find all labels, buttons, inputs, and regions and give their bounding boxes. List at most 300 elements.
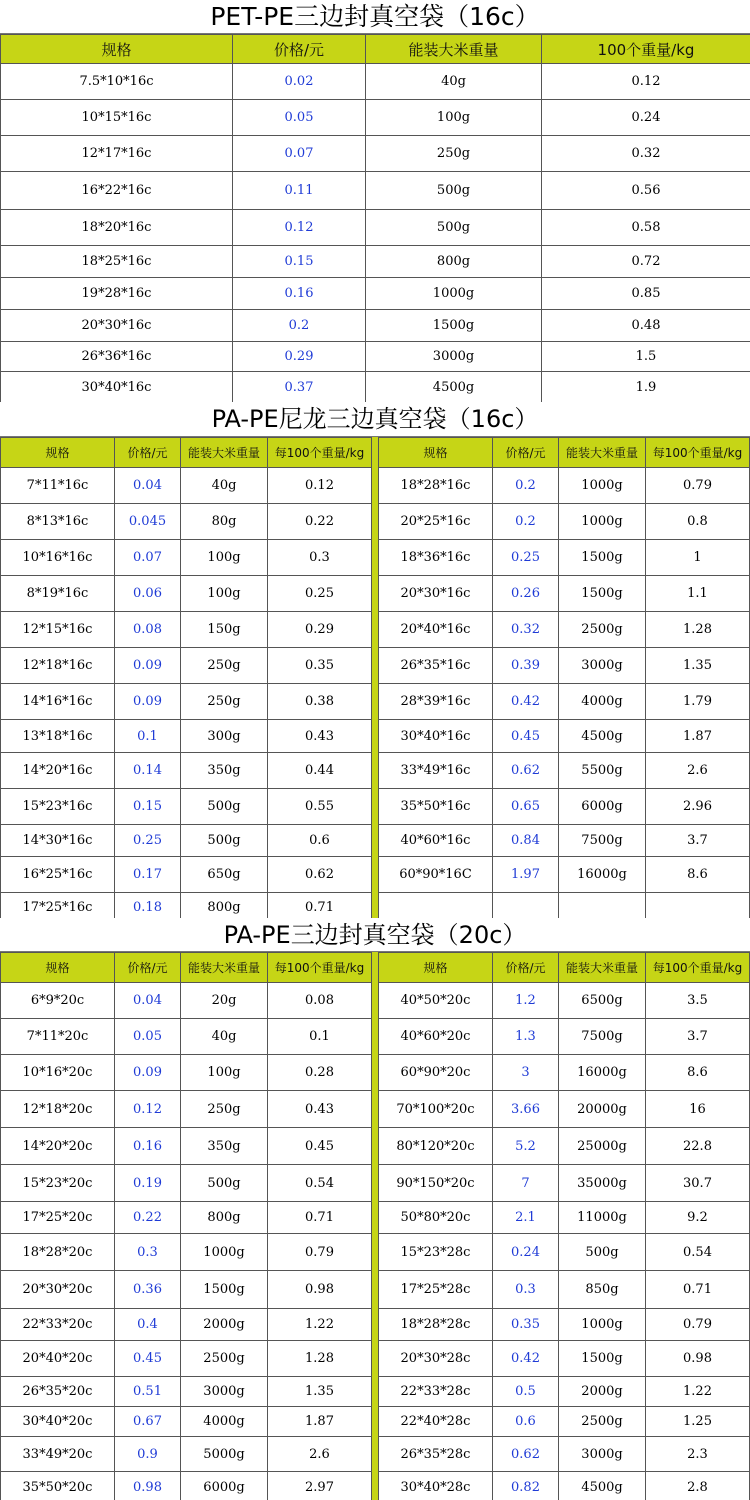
table-row [1, 1202, 372, 1234]
cell-weight-per-100: 0.29 [268, 612, 372, 648]
table-row [1, 1091, 372, 1128]
cell-rice-capacity: 100g [181, 576, 268, 612]
nylon-right-table [378, 437, 750, 922]
cell-weight-per-100: 0.48 [542, 310, 750, 342]
header-weight-per-100: 100个重量/kg [542, 35, 750, 64]
table-row [379, 789, 750, 825]
cell-spec: 22*33*28c [379, 1377, 493, 1407]
cell-rice-capacity: 1000g [559, 504, 646, 540]
cell-rice-capacity: 800g [181, 1202, 268, 1234]
cell-spec: 35*50*20c [1, 1472, 115, 1500]
cell-spec: 20*30*28c [379, 1341, 493, 1377]
cell-spec: 30*40*20c [1, 1407, 115, 1437]
cell-spec: 60*90*20c [379, 1055, 493, 1091]
cell-rice-capacity: 4000g [559, 684, 646, 720]
cell-price: 0.1 [115, 720, 181, 753]
cell-rice-capacity: 2000g [559, 1377, 646, 1407]
cell-spec: 14*20*16c [1, 753, 115, 789]
cell-weight-per-100: 0.22 [268, 504, 372, 540]
cell-rice-capacity: 7500g [559, 1019, 646, 1055]
cell-weight-per-100: 0.71 [268, 1202, 372, 1234]
cell-price: 0.07 [115, 540, 181, 576]
table-row [1, 576, 372, 612]
cell-price: 0.98 [115, 1472, 181, 1500]
cell-spec: 7*11*20c [1, 1019, 115, 1055]
cell-weight-per-100: 2.96 [646, 789, 750, 825]
cell-weight-per-100: 2.3 [646, 1437, 750, 1472]
cell-rice-capacity: 150g [181, 612, 268, 648]
table-row [379, 753, 750, 789]
table-row [1, 1128, 372, 1165]
table-row [1, 278, 750, 310]
cell-spec: 20*30*20c [1, 1271, 115, 1309]
cell-weight-per-100: 2.6 [268, 1437, 372, 1472]
header-spec: 规格 [1, 35, 233, 64]
table-row [379, 1377, 750, 1407]
cell-spec: 15*23*16c [1, 789, 115, 825]
cell-price: 7 [493, 1165, 559, 1202]
table-row [1, 1407, 372, 1437]
cell-rice-capacity: 800g [366, 246, 542, 278]
cell-weight-per-100: 2.8 [646, 1472, 750, 1500]
cell-weight-per-100: 1.22 [268, 1309, 372, 1341]
cell-price: 0.45 [115, 1341, 181, 1377]
cell-weight-per-100: 0.79 [646, 468, 750, 504]
cell-weight-per-100: 0.85 [542, 278, 750, 310]
cell-spec: 20*30*16c [1, 310, 233, 342]
table-row [1, 1437, 372, 1472]
cell-rice-capacity: 7500g [559, 825, 646, 857]
cell-spec: 60*90*16C [379, 857, 493, 893]
cell-price: 0.26 [493, 576, 559, 612]
cell-spec: 20*30*16c [379, 576, 493, 612]
cell-rice-capacity: 40g [366, 64, 542, 100]
cell-price: 0.2 [493, 504, 559, 540]
cell-rice-capacity: 5000g [181, 1437, 268, 1472]
table-row [1, 983, 372, 1019]
cell-price: 0.05 [233, 100, 366, 136]
header-weight-per-100: 每100个重量/kg [268, 438, 372, 468]
cell-spec: 16*22*16c [1, 172, 233, 210]
cell-price: 0.09 [115, 684, 181, 720]
cell-spec: 40*60*16c [379, 825, 493, 857]
cell-price: 0.82 [493, 1472, 559, 1500]
cell-weight-per-100: 1.35 [646, 648, 750, 684]
cell-rice-capacity: 300g [181, 720, 268, 753]
cell-rice-capacity: 4000g [181, 1407, 268, 1437]
cell-rice-capacity: 850g [559, 1271, 646, 1309]
table-row [1, 136, 750, 172]
cell-rice-capacity: 3000g [559, 648, 646, 684]
cell-weight-per-100: 1.79 [646, 684, 750, 720]
header-weight-per-100: 每100个重量/kg [646, 438, 750, 468]
cell-rice-capacity: 2500g [181, 1341, 268, 1377]
cell-weight-per-100: 0.8 [646, 504, 750, 540]
table-row [1, 372, 750, 404]
cell-weight-per-100: 0.24 [542, 100, 750, 136]
table-row [1, 310, 750, 342]
cell-price: 0.11 [233, 172, 366, 210]
cell-weight-per-100: 9.2 [646, 1202, 750, 1234]
cell-spec: 22*33*20c [1, 1309, 115, 1341]
cell-price: 0.39 [493, 648, 559, 684]
cell-rice-capacity: 250g [181, 648, 268, 684]
cell-price: 0.37 [233, 372, 366, 404]
cell-weight-per-100: 8.6 [646, 1055, 750, 1091]
cell-weight-per-100: 0.35 [268, 648, 372, 684]
cell-spec: 30*40*16c [379, 720, 493, 753]
cell-price: 0.25 [115, 825, 181, 857]
cell-spec: 33*49*20c [1, 1437, 115, 1472]
nylon-left-table [0, 437, 372, 922]
cell-price: 0.84 [493, 825, 559, 857]
section-title: PA-PE尼龙三边真空袋（16c） [0, 402, 750, 437]
pa-pe-nylon-section [0, 402, 750, 922]
cell-rice-capacity: 80g [181, 504, 268, 540]
cell-rice-capacity: 650g [181, 857, 268, 893]
cell-weight-per-100: 0.44 [268, 753, 372, 789]
cell-price: 5.2 [493, 1128, 559, 1165]
table-row [379, 1407, 750, 1437]
cell-weight-per-100: 0.12 [268, 468, 372, 504]
cell-rice-capacity: 2000g [181, 1309, 268, 1341]
cell-spec: 14*30*16c [1, 825, 115, 857]
cell-rice-capacity: 6000g [559, 789, 646, 825]
cell-weight-per-100: 8.6 [646, 857, 750, 893]
table-row [1, 246, 750, 278]
table-row [1, 210, 750, 246]
cell-rice-capacity: 16000g [559, 857, 646, 893]
cell-rice-capacity: 1000g [559, 1309, 646, 1341]
cell-spec: 28*39*16c [379, 684, 493, 720]
cell-rice-capacity: 35000g [559, 1165, 646, 1202]
cell-price: 0.24 [493, 1234, 559, 1271]
cell-spec: 17*25*28c [379, 1271, 493, 1309]
cell-rice-capacity: 3000g [366, 342, 542, 372]
cell-price: 0.32 [493, 612, 559, 648]
cell-weight-per-100: 1 [646, 540, 750, 576]
cell-price: 0.62 [493, 753, 559, 789]
header-price: 价格/元 [493, 438, 559, 468]
cell-rice-capacity: 6000g [181, 1472, 268, 1500]
cell-price: 0.22 [115, 1202, 181, 1234]
cell-weight-per-100: 2.6 [646, 753, 750, 789]
header-weight-per-100: 每100个重量/kg [268, 953, 372, 983]
cell-price: 0.2 [233, 310, 366, 342]
cell-rice-capacity: 250g [366, 136, 542, 172]
cell-spec: 18*28*20c [1, 1234, 115, 1271]
cell-spec: 7.5*10*16c [1, 64, 233, 100]
cell-weight-per-100: 0.54 [646, 1234, 750, 1271]
cell-spec: 35*50*16c [379, 789, 493, 825]
pa-pe-20c-right-table [378, 952, 750, 1500]
cell-spec: 12*18*20c [1, 1091, 115, 1128]
cell-rice-capacity: 500g [559, 1234, 646, 1271]
cell-price: 0.4 [115, 1309, 181, 1341]
cell-weight-per-100: 0.12 [542, 64, 750, 100]
cell-weight-per-100: 1.87 [646, 720, 750, 753]
cell-price: 0.19 [115, 1165, 181, 1202]
table-row [379, 468, 750, 504]
cell-spec: 15*23*28c [379, 1234, 493, 1271]
table-row [1, 468, 372, 504]
cell-spec: 18*28*28c [379, 1309, 493, 1341]
table-row [1, 753, 372, 789]
section-title: PA-PE三边封真空袋（20c） [0, 918, 750, 952]
header-rice-capacity: 能装大米重量 [181, 953, 268, 983]
table-row [379, 825, 750, 857]
cell-spec: 40*60*20c [379, 1019, 493, 1055]
cell-spec: 70*100*20c [379, 1091, 493, 1128]
cell-rice-capacity: 350g [181, 753, 268, 789]
table-row [379, 1437, 750, 1472]
table-row [379, 540, 750, 576]
cell-spec: 10*16*16c [1, 540, 115, 576]
cell-spec: 40*50*20c [379, 983, 493, 1019]
cell-rice-capacity: 500g [366, 172, 542, 210]
table-row [1, 1019, 372, 1055]
cell-spec: 17*25*16c [1, 893, 115, 922]
cell-weight-per-100: 0.55 [268, 789, 372, 825]
cell-price: 0.5 [493, 1377, 559, 1407]
cell-weight-per-100: 0.58 [542, 210, 750, 246]
cell-spec: 15*23*20c [1, 1165, 115, 1202]
cell-price: 1.2 [493, 983, 559, 1019]
cell-weight-per-100: 0.08 [268, 983, 372, 1019]
cell-weight-per-100: 0.54 [268, 1165, 372, 1202]
cell-rice-capacity: 1500g [559, 540, 646, 576]
cell-price: 0.16 [115, 1128, 181, 1165]
header-spec: 规格 [379, 953, 493, 983]
pa-pe-20c-left-table [0, 952, 372, 1500]
cell-price: 0.35 [493, 1309, 559, 1341]
cell-rice-capacity: 5500g [559, 753, 646, 789]
header-weight-per-100: 每100个重量/kg [646, 953, 750, 983]
cell-price: 0.2 [493, 468, 559, 504]
cell-rice-capacity: 1500g [559, 576, 646, 612]
cell-spec: 17*25*20c [1, 1202, 115, 1234]
header-rice-capacity: 能装大米重量 [181, 438, 268, 468]
cell-weight-per-100: 3.7 [646, 825, 750, 857]
cell-weight-per-100: 3.5 [646, 983, 750, 1019]
cell-spec: 18*28*16c [379, 468, 493, 504]
cell-weight-per-100: 0.32 [542, 136, 750, 172]
cell-price: 2.1 [493, 1202, 559, 1234]
cell-weight-per-100: 0.6 [268, 825, 372, 857]
cell-spec: 10*15*16c [1, 100, 233, 136]
cell-weight-per-100: 1.28 [646, 612, 750, 648]
header-price: 价格/元 [493, 953, 559, 983]
cell-price: 0.09 [115, 1055, 181, 1091]
cell-weight-per-100: 22.8 [646, 1128, 750, 1165]
cell-spec: 7*11*16c [1, 468, 115, 504]
cell-spec: 22*40*28c [379, 1407, 493, 1437]
cell-rice-capacity: 1000g [559, 468, 646, 504]
cell-price: 1.97 [493, 857, 559, 893]
table-row [379, 1165, 750, 1202]
cell-rice-capacity: 2500g [559, 612, 646, 648]
header-spec: 规格 [1, 438, 115, 468]
cell-price: 0.12 [233, 210, 366, 246]
table-row [379, 720, 750, 753]
cell-weight-per-100: 1.35 [268, 1377, 372, 1407]
table-row [1, 1165, 372, 1202]
cell-spec: 26*36*16c [1, 342, 233, 372]
cell-spec: 18*25*16c [1, 246, 233, 278]
cell-weight-per-100: 0.71 [646, 1271, 750, 1309]
table-row [379, 648, 750, 684]
cell-price: 0.29 [233, 342, 366, 372]
cell-rice-capacity: 500g [181, 825, 268, 857]
cell-spec: 8*19*16c [1, 576, 115, 612]
cell-price: 0.67 [115, 1407, 181, 1437]
section-title: PET-PE三边封真空袋（16c） [0, 0, 750, 34]
cell-price: 3.66 [493, 1091, 559, 1128]
table-row [1, 540, 372, 576]
cell-spec: 26*35*16c [379, 648, 493, 684]
table-row [1, 342, 750, 372]
cell-price: 0.42 [493, 1341, 559, 1377]
cell-rice-capacity: 1500g [181, 1271, 268, 1309]
cell-price: 0.51 [115, 1377, 181, 1407]
cell-price: 0.3 [493, 1271, 559, 1309]
cell-weight-per-100: 0.79 [268, 1234, 372, 1271]
cell-rice-capacity: 1000g [181, 1234, 268, 1271]
cell-weight-per-100: 1.1 [646, 576, 750, 612]
cell-spec: 6*9*20c [1, 983, 115, 1019]
table-row [1, 789, 372, 825]
cell-price: 0.14 [115, 753, 181, 789]
cell-rice-capacity: 16000g [559, 1055, 646, 1091]
cell-price: 0.04 [115, 468, 181, 504]
cell-price: 1.3 [493, 1019, 559, 1055]
cell-spec: 12*15*16c [1, 612, 115, 648]
cell-rice-capacity: 500g [366, 210, 542, 246]
table-row [379, 1019, 750, 1055]
cell-spec: 20*25*16c [379, 504, 493, 540]
cell-price: 0.25 [493, 540, 559, 576]
table-row [1, 172, 750, 210]
cell-price: 0.07 [233, 136, 366, 172]
cell-rice-capacity: 1500g [559, 1341, 646, 1377]
cell-spec: 19*28*16c [1, 278, 233, 310]
table-row [1, 1055, 372, 1091]
cell-spec: 16*25*16c [1, 857, 115, 893]
cell-spec: 80*120*20c [379, 1128, 493, 1165]
cell-weight-per-100: 0.1 [268, 1019, 372, 1055]
cell-rice-capacity: 100g [181, 1055, 268, 1091]
header-rice-capacity: 能装大米重量 [366, 35, 542, 64]
table-row [379, 1309, 750, 1341]
cell-price: 0.15 [233, 246, 366, 278]
cell-weight-per-100: 3.7 [646, 1019, 750, 1055]
cell-spec: 20*40*20c [1, 1341, 115, 1377]
cell-rice-capacity: 3000g [181, 1377, 268, 1407]
cell-weight-per-100: 0.56 [542, 172, 750, 210]
cell-rice-capacity: 4500g [559, 1472, 646, 1500]
cell-weight-per-100: 1.87 [268, 1407, 372, 1437]
table-row [1, 684, 372, 720]
table-row [379, 1271, 750, 1309]
cell-spec: 33*49*16c [379, 753, 493, 789]
cell-weight-per-100: 0.25 [268, 576, 372, 612]
table-row [379, 504, 750, 540]
cell-weight-per-100: 0.28 [268, 1055, 372, 1091]
cell-price: 0.36 [115, 1271, 181, 1309]
cell-price: 0.04 [115, 983, 181, 1019]
cell-price: 0.16 [233, 278, 366, 310]
cell-weight-per-100: 16 [646, 1091, 750, 1128]
cell-spec: 14*16*16c [1, 684, 115, 720]
cell-price: 3 [493, 1055, 559, 1091]
cell-rice-capacity: 4500g [366, 372, 542, 404]
header-price: 价格/元 [233, 35, 366, 64]
cell-rice-capacity: 25000g [559, 1128, 646, 1165]
cell-spec: 8*13*16c [1, 504, 115, 540]
cell-rice-capacity: 1000g [366, 278, 542, 310]
cell-rice-capacity: 3000g [559, 1437, 646, 1472]
cell-rice-capacity: 100g [366, 100, 542, 136]
cell-spec: 20*40*16c [379, 612, 493, 648]
cell-rice-capacity: 20g [181, 983, 268, 1019]
header-price: 价格/元 [115, 953, 181, 983]
cell-rice-capacity: 40g [181, 468, 268, 504]
table-row [1, 1234, 372, 1271]
pa-pe-20c-section [0, 918, 750, 1500]
table-row [379, 1202, 750, 1234]
cell-spec: 50*80*20c [379, 1202, 493, 1234]
cell-weight-per-100: 30.7 [646, 1165, 750, 1202]
table-row [379, 857, 750, 893]
cell-weight-per-100: 0.72 [542, 246, 750, 278]
cell-spec: 13*18*16c [1, 720, 115, 753]
cell-price: 0.09 [115, 648, 181, 684]
header-rice-capacity: 能装大米重量 [559, 953, 646, 983]
cell-price: 0.08 [115, 612, 181, 648]
cell-weight-per-100: 0.3 [268, 540, 372, 576]
cell-spec: 18*36*16c [379, 540, 493, 576]
table-row [1, 504, 372, 540]
cell-spec: 18*20*16c [1, 210, 233, 246]
cell-price: 0.18 [115, 893, 181, 922]
cell-weight-per-100: 1.5 [542, 342, 750, 372]
table-row [379, 684, 750, 720]
table-row [1, 1472, 372, 1500]
cell-weight-per-100: 0.43 [268, 720, 372, 753]
cell-spec: 90*150*20c [379, 1165, 493, 1202]
header-spec: 规格 [1, 953, 115, 983]
cell-price: 0.42 [493, 684, 559, 720]
table-row [1, 64, 750, 100]
cell-spec: 14*20*20c [1, 1128, 115, 1165]
cell-rice-capacity: 100g [181, 540, 268, 576]
cell-rice-capacity: 350g [181, 1128, 268, 1165]
table-row [1, 720, 372, 753]
cell-weight-per-100: 1.9 [542, 372, 750, 404]
cell-price: 0.65 [493, 789, 559, 825]
table-row [1, 1341, 372, 1377]
cell-price: 0.05 [115, 1019, 181, 1055]
cell-price: 0.15 [115, 789, 181, 825]
cell-spec: 12*18*16c [1, 648, 115, 684]
cell-weight-per-100: 0.98 [646, 1341, 750, 1377]
cell-price: 0.62 [493, 1437, 559, 1472]
table-row [379, 1341, 750, 1377]
table-row [1, 1271, 372, 1309]
cell-price: 0.17 [115, 857, 181, 893]
table-row [1, 612, 372, 648]
table-row [379, 1128, 750, 1165]
